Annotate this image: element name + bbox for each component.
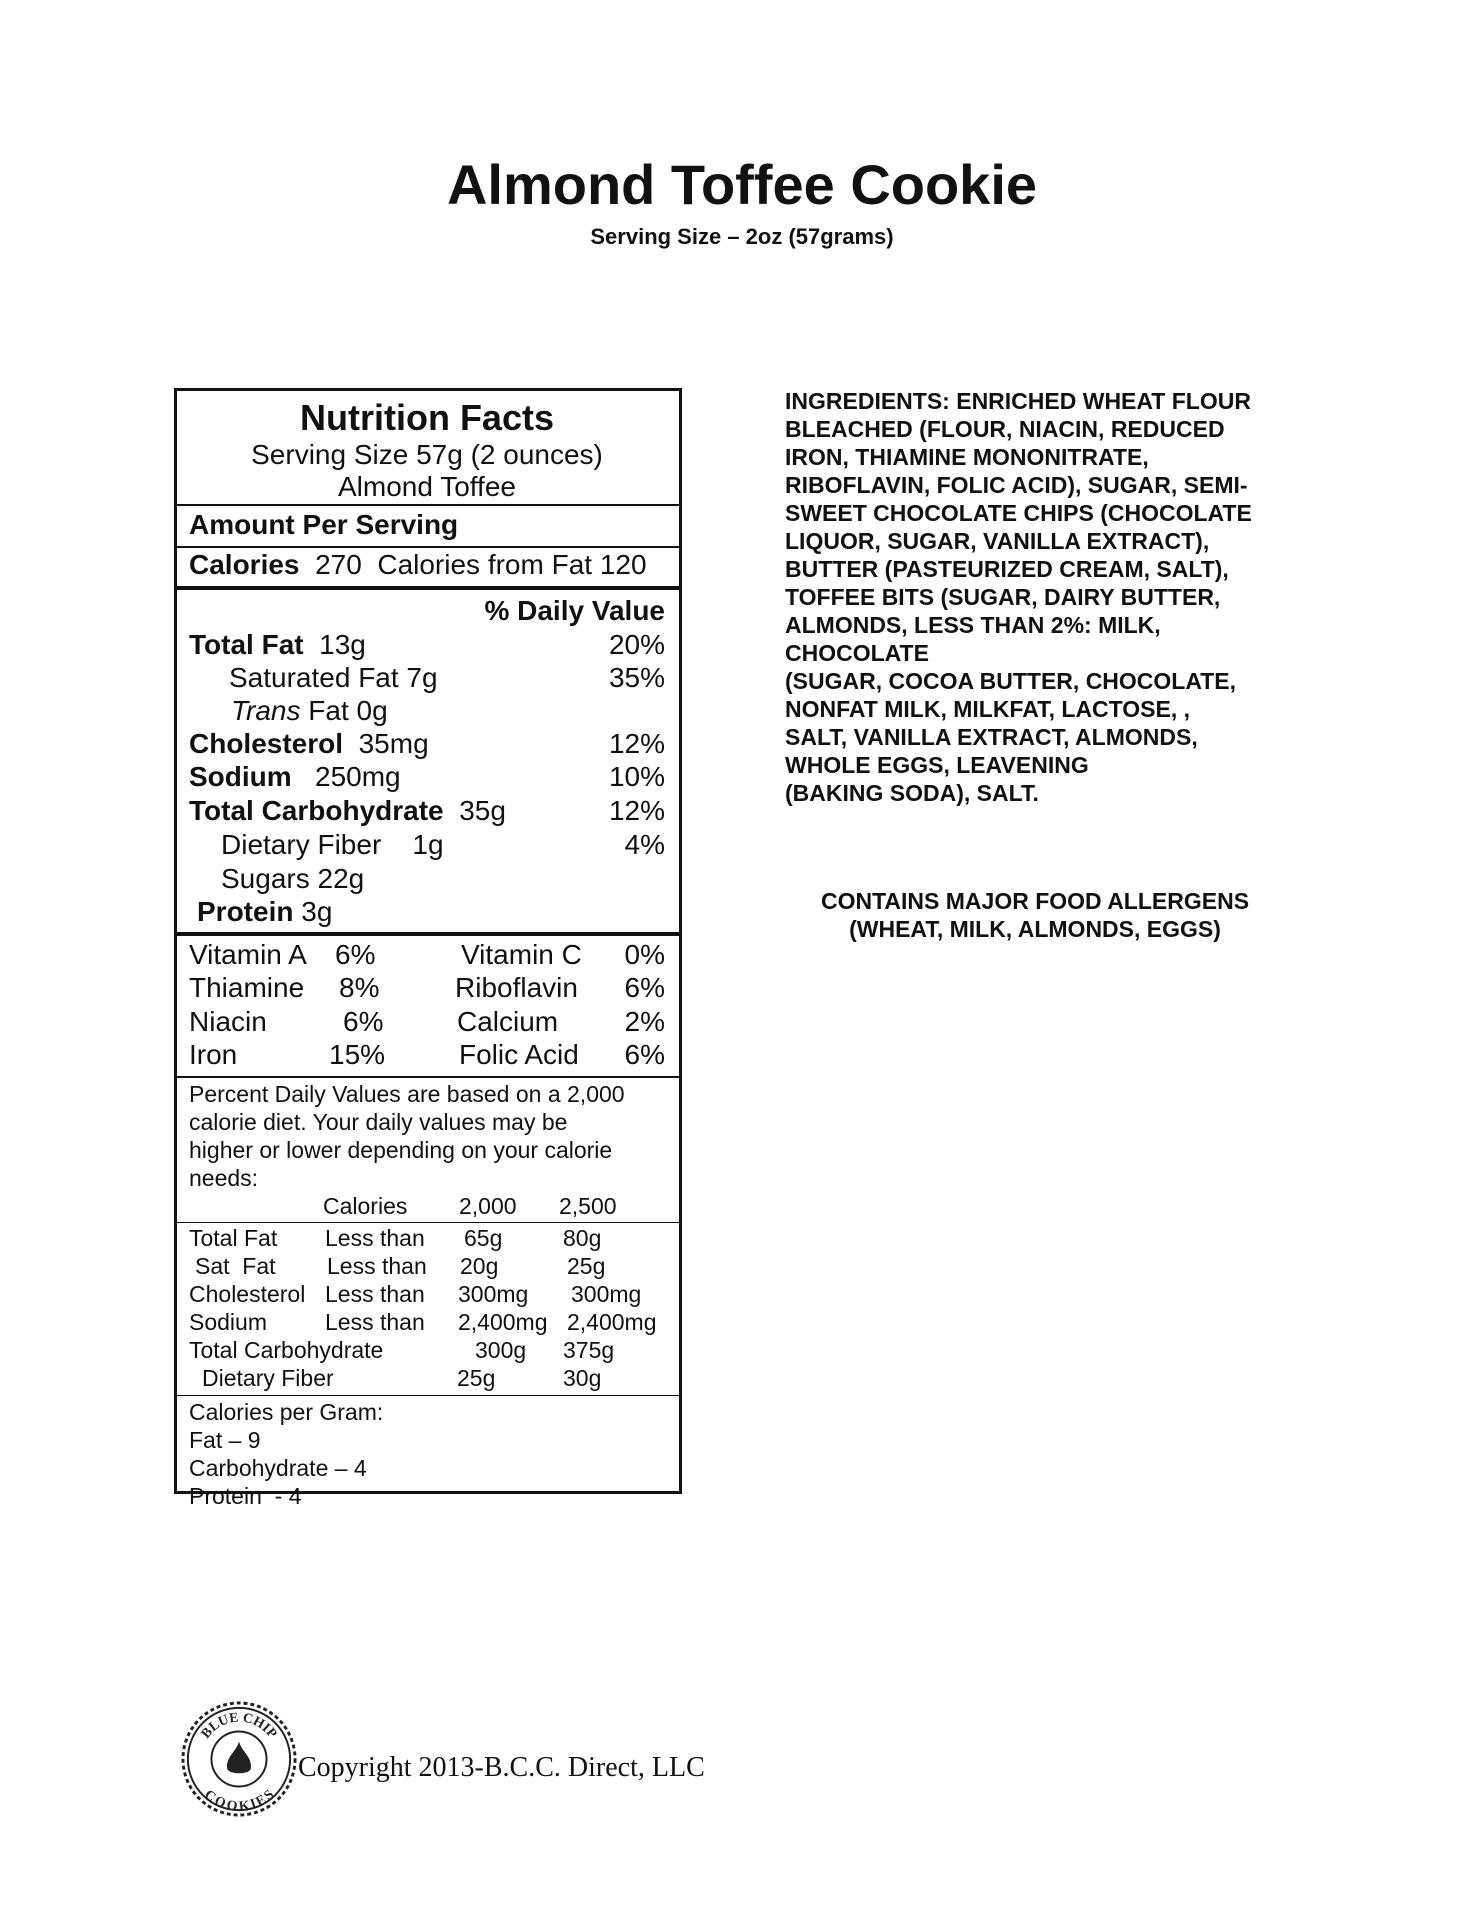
allergen-line: (WHEAT, MILK, ALMONDS, EGGS) [849, 916, 1221, 942]
dv-2000: 65g [464, 1225, 503, 1251]
daily-value-header: % Daily Value [484, 595, 665, 626]
dv-nutrient: Total Fat [189, 1225, 278, 1251]
calories-row [189, 549, 665, 581]
vitamin-value: 0% [624, 939, 665, 970]
nutrient-label: Fat 0g [300, 695, 388, 726]
nutrient-amount: 35g [459, 795, 506, 826]
dv-limit: Less than [327, 1253, 427, 1279]
footnote-line: higher or lower depending on your calorie [189, 1137, 613, 1163]
nutrient-amount: 1g [412, 829, 444, 860]
page-title: Almond Toffee Cookie [446, 153, 1038, 216]
calories-per-gram-line: Carbohydrate – 4 [189, 1455, 367, 1481]
nutrient-row-dietary-fiber [189, 829, 665, 861]
footnote-line: needs: [189, 1165, 259, 1191]
nutrient-row-protein [189, 896, 665, 928]
dv-2000: 20g [460, 1253, 499, 1279]
nutrient-row-total-carbohydrate [189, 795, 665, 827]
dv-2500: 2,400mg [567, 1309, 657, 1335]
dv-2000: 300mg [458, 1281, 529, 1307]
vitamin-name: Iron [189, 1039, 238, 1070]
nutrient-dv: 12% [608, 795, 665, 826]
dv-2500: 375g [563, 1337, 615, 1363]
vitamin-value: 8% [339, 972, 380, 1003]
chocolate-chip-icon [227, 1741, 251, 1773]
nutrient-label: Dietary Fiber [221, 829, 382, 860]
dv-limit: Less than [325, 1281, 425, 1307]
nutrient-row-saturated-fat [189, 662, 665, 694]
nutrition-facts-heading: Nutrition Facts [299, 397, 554, 438]
product-name-line: Almond Toffee [338, 471, 516, 502]
dv-nutrient: Sat Fat [195, 1253, 276, 1279]
nutrient-amount: 13g [319, 629, 366, 660]
vitamin-value: 2% [624, 1006, 665, 1037]
dv-nutrient: Sodium [189, 1309, 267, 1335]
divider [177, 1076, 679, 1078]
dv-2000: 2,400mg [458, 1309, 548, 1335]
nutrition-facts-panel [174, 388, 682, 1509]
nutrient-label-italic: Trans [231, 695, 301, 726]
calories-per-gram-line: Fat – 9 [189, 1427, 261, 1453]
nutrient-amount: 35mg [358, 728, 429, 759]
serving-size-subtitle: Serving Size – 2oz (57grams) [590, 224, 894, 249]
divider [177, 1222, 679, 1223]
vitamin-name: Calcium [457, 1006, 559, 1037]
dv-nutrient: Total Carbohydrate [189, 1337, 384, 1363]
nutrient-dv: 12% [608, 728, 665, 759]
dv-2500: 80g [563, 1225, 602, 1251]
calories-value: 270 [315, 549, 362, 580]
nutrient-label: Cholesterol [189, 728, 344, 759]
calories-per-gram-line: Protein - 4 [189, 1483, 302, 1509]
footnote-line: calorie diet. Your daily values may be [189, 1109, 568, 1135]
vitamin-value: 6% [624, 1039, 665, 1070]
nutrient-dv: 20% [608, 629, 665, 660]
vitamin-name: Thiamine [189, 972, 305, 1003]
nutrient-dv: 35% [608, 662, 665, 693]
nutrient-label: Total Fat [189, 629, 304, 660]
blue-chip-cookies-logo [180, 1700, 298, 1818]
vitamin-name: Folic Acid [459, 1039, 579, 1070]
nutrient-label: Sugars 22g [221, 863, 365, 894]
footnote-line: Percent Daily Values are based on a 2,000 [189, 1081, 625, 1107]
dv-nutrient: Dietary Fiber [202, 1365, 334, 1391]
thick-divider [177, 586, 679, 590]
nutrient-row-cholesterol [189, 728, 665, 760]
vitamin-value: 15% [329, 1039, 386, 1070]
nutrient-row-sodium [189, 761, 665, 793]
serving-size-line: Serving Size 57g (2 ounces) [251, 439, 603, 470]
logo-text-top: BLUE CHIP [197, 1709, 281, 1741]
nutrient-label: Saturated Fat 7g [229, 662, 438, 693]
dv-header-calories: Calories [323, 1193, 408, 1219]
nutrient-amount: 250mg [315, 761, 401, 792]
nutrient-dv: 10% [608, 761, 665, 792]
dv-2000: 25g [457, 1365, 496, 1391]
allergen-statement [760, 887, 1310, 943]
vitamin-name: Niacin [189, 1006, 267, 1037]
dv-2500: 25g [567, 1253, 606, 1279]
dv-limit: Less than [325, 1309, 425, 1335]
nutrient-row-sugars [189, 863, 665, 895]
calories-label: Calories [189, 549, 300, 580]
vitamin-value: 6% [343, 1006, 384, 1037]
divider [177, 1395, 679, 1396]
nutrient-amount: 3g [301, 896, 333, 927]
dv-nutrient: Cholesterol [189, 1281, 306, 1307]
nutrient-label: Sodium [189, 761, 292, 792]
allergen-line: CONTAINS MAJOR FOOD ALLERGENS [820, 888, 1250, 914]
calories-per-gram-line: Calories per Gram: [189, 1399, 384, 1425]
divider [177, 546, 679, 548]
dv-limit: Less than [325, 1225, 425, 1251]
dv-header-2000: 2,000 [459, 1193, 517, 1219]
vitamin-name: Vitamin A [189, 939, 307, 970]
thick-divider [177, 932, 679, 936]
divider [177, 504, 679, 506]
dv-2500: 300mg [571, 1281, 642, 1307]
ingredients-text: INGREDIENTS: ENRICHED WHEAT FLOUR BLEACHED (FLOUR, NIACIN, REDUCED IRON, THIAMINE MONONITRATE, RIBOFLAVIN, FOLIC ACID), SUGAR, SEMI- SWEET CHOCOLATE CHIPS (CHOCOLATE LIQUOR, SUGAR, VANILLA EXTRACT), BUTTER (PASTEURIZED CREAM, SALT), TOFFEE BITS (SUGAR, DAIRY BUTTER, ALMONDS, LESS THAN 2%: MILK, CHOCOLATE (SUGAR, COCOA BUTTER, CHOCOLATE, NONFAT MILK, MILKFAT, LACTOSE, , SALT, VANILLA EXTRACT, ALMONDS, WHOLE EGGS, LEAVENING (BAKING SODA), SALT. [785, 388, 1252, 806]
nutrient-label: Total Carbohydrate [189, 795, 444, 826]
nutrient-label: Protein [197, 896, 294, 927]
vitamin-name: Riboflavin [455, 972, 578, 1003]
logo-text-bottom: COOKIES [202, 1786, 277, 1814]
dv-2000: 300g [475, 1337, 527, 1363]
amount-per-serving: Amount Per Serving [189, 509, 459, 540]
vitamin-name: Vitamin C [461, 939, 582, 970]
dv-header-2500: 2,500 [559, 1193, 617, 1219]
nutrient-row-total-fat [189, 629, 665, 661]
calories-from-fat: Calories from Fat 120 [377, 549, 647, 580]
copyright-text: Copyright 2013-B.C.C. Direct, LLC [298, 1752, 705, 1783]
nutrient-dv: 4% [624, 829, 665, 860]
vitamin-value: 6% [624, 972, 665, 1003]
dv-2500: 30g [563, 1365, 602, 1391]
vitamin-value: 6% [335, 939, 376, 970]
nutrient-row-trans-fat [189, 695, 665, 727]
